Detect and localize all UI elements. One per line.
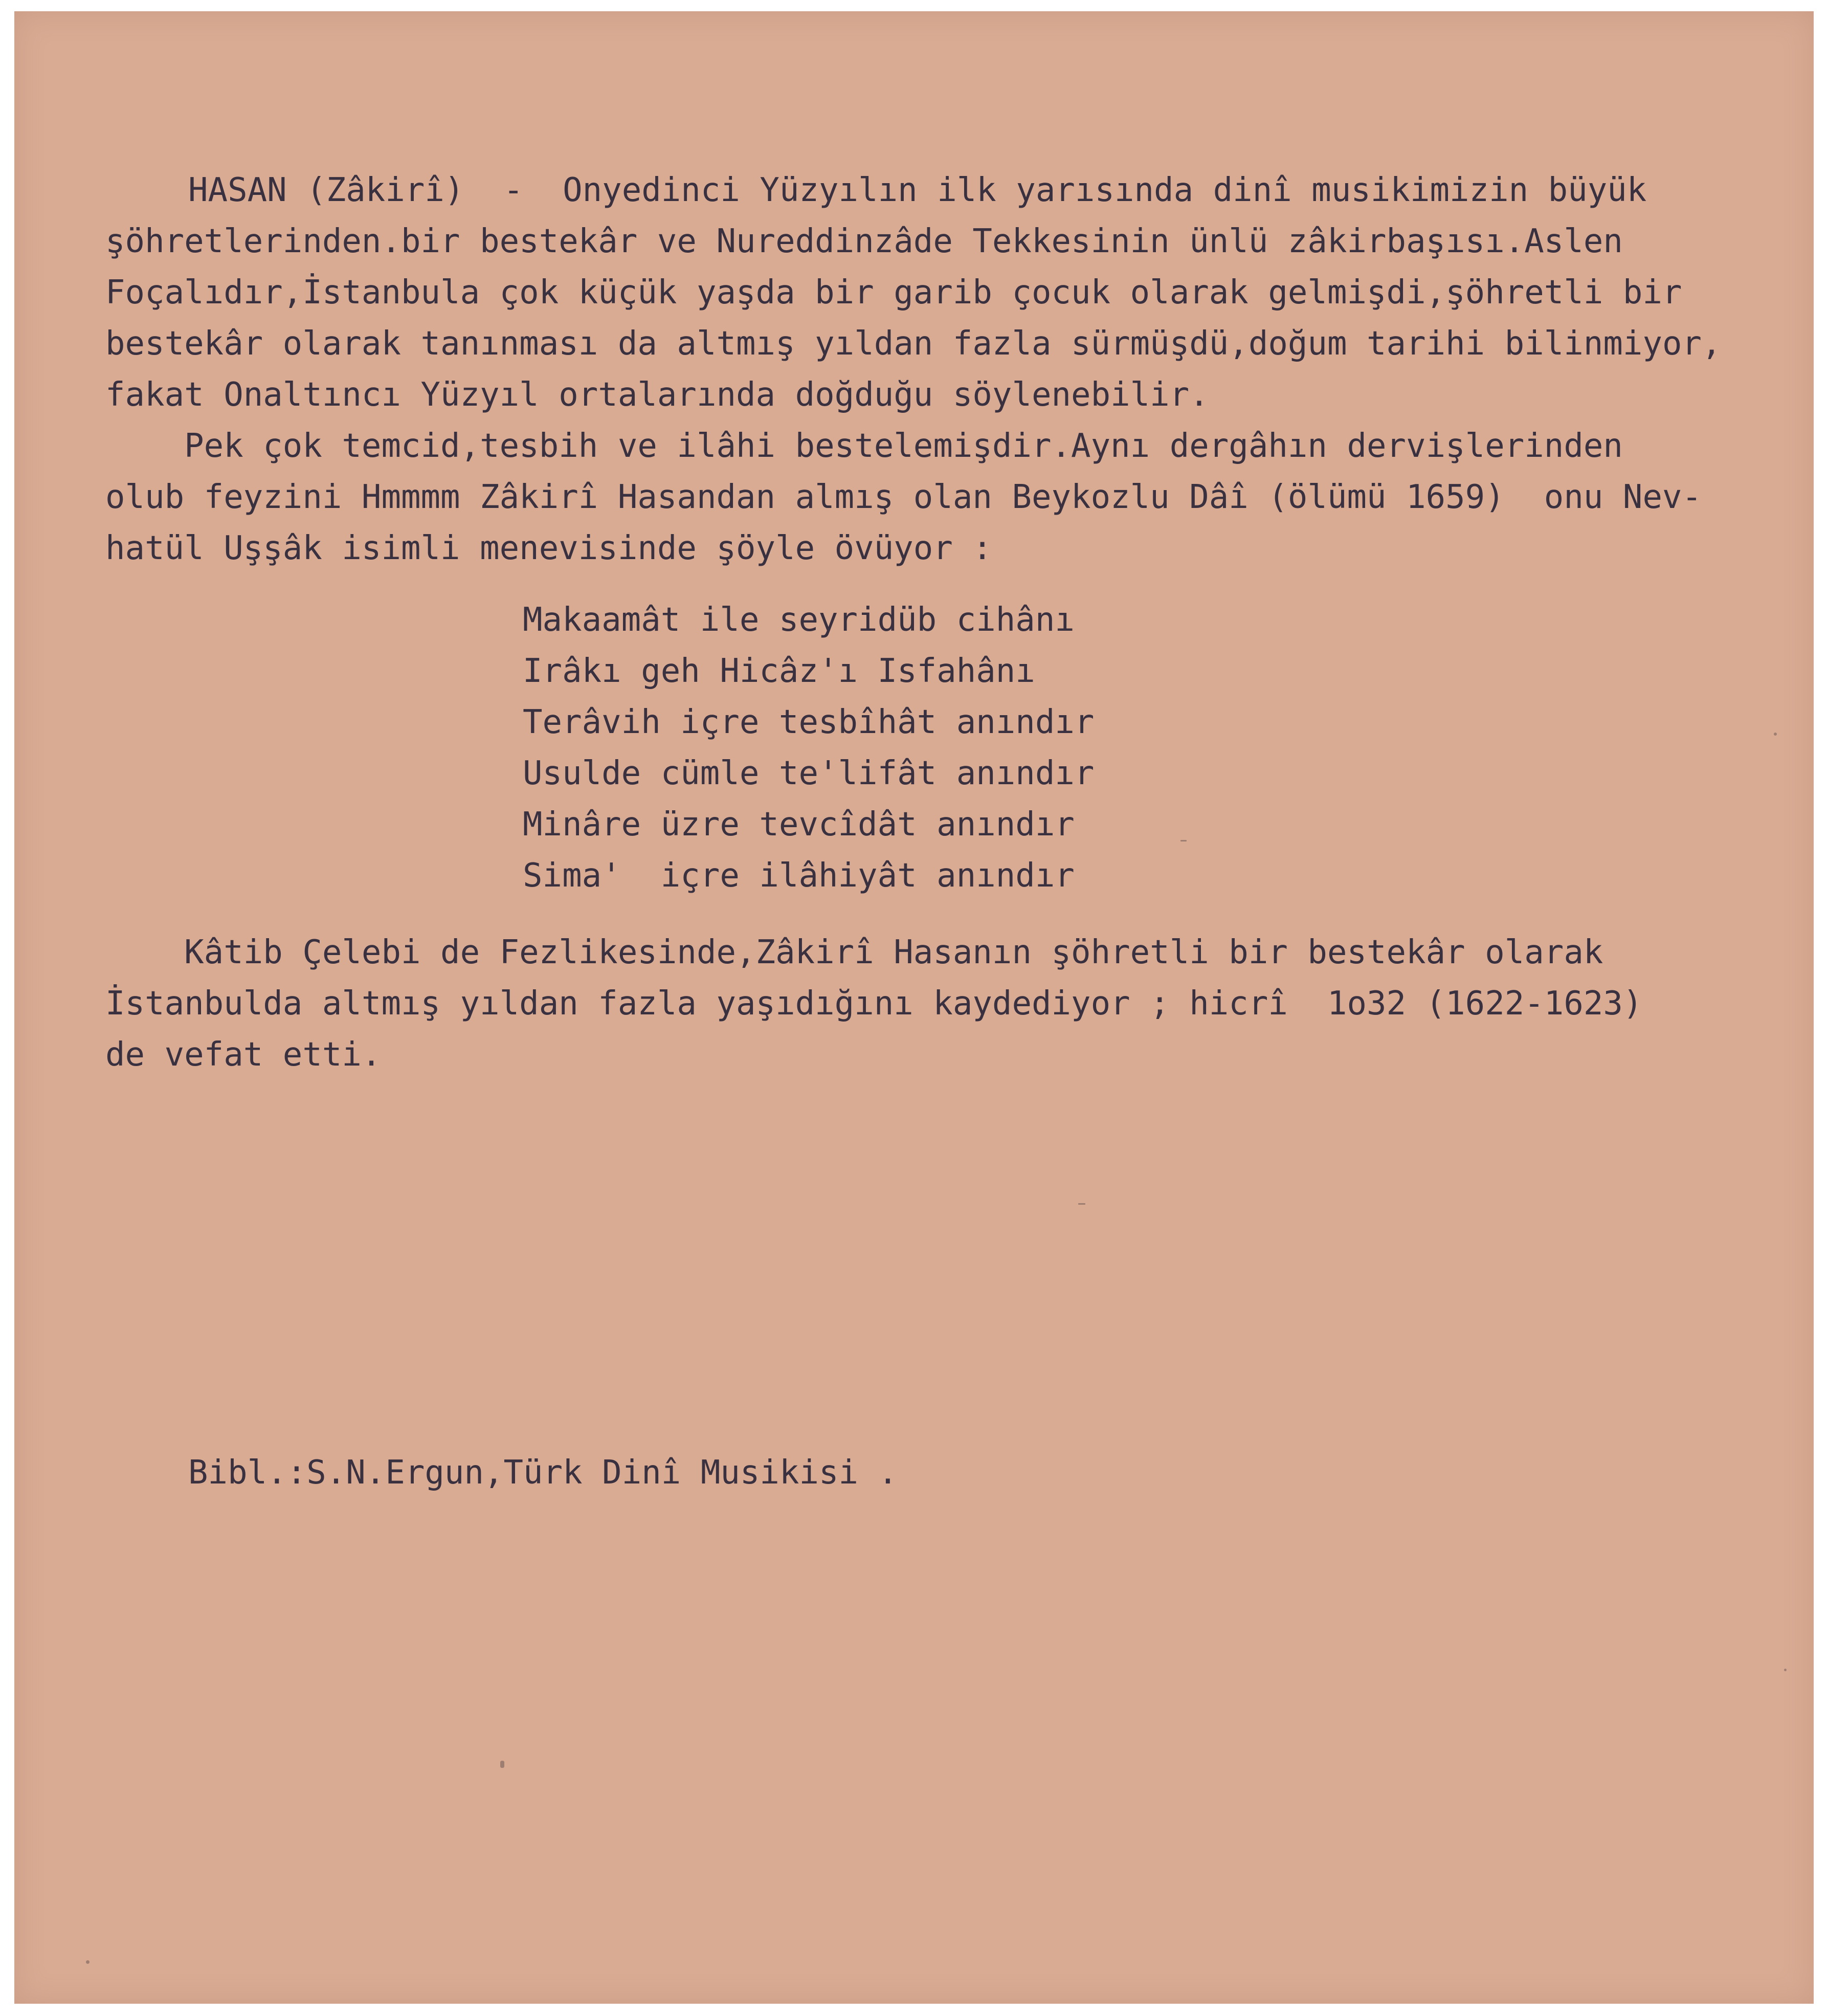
text-line: Pek çok temcid,tesbih ve ilâhi bestelemişdir.Aynı dergâhın dervişlerinden: [105, 427, 1623, 465]
text-line: şöhretlerinden.bir bestekâr ve Nureddinzâde Tekkesinin ünlü zâkirbaşısı.Aslen: [105, 223, 1623, 260]
paper-speck: [1774, 733, 1777, 736]
text-line: İstanbulda altmış yıldan fazla yaşıdığını kaydediyor ; hicrî 1o32 (1622-1623): [105, 985, 1643, 1023]
paper-speck: [500, 1761, 504, 1768]
text-line: de vefat etti.: [105, 1036, 382, 1074]
poem-line: Terâvih içre tesbîhât anındır: [523, 703, 1095, 741]
text-line: fakat Onaltıncı Yüzyıl ortalarında doğduğu söylenebilir.: [105, 376, 1209, 414]
paper-speck: [1078, 1203, 1085, 1205]
text-line: hatül Uşşâk isimli menevisinde şöyle övüyor :: [105, 529, 992, 567]
bibliography: Bibl.:S.N.Ergun,Türk Dinî Musikisi .: [188, 1454, 898, 1492]
text-line: olub feyzini Hmmmm Zâkirî Hasandan almış olan Beykozlu Dâî (ölümü 1659) onu Nev-: [105, 478, 1702, 516]
text-line: Foçalıdır,İstanbula çok küçük yaşda bir garib çocuk olarak gelmişdi,şöhretli bir: [105, 274, 1682, 312]
paragraph-intro: [105, 165, 1722, 420]
poem-line: Makaamât ile seyridüb cihânı: [523, 601, 1075, 639]
text-line: bestekâr olarak tanınması da altmış yıldan fazla sürmüşdü,doğum tarihi bilinmiyor,: [105, 325, 1722, 363]
paragraph-katib-celebi: [105, 927, 1642, 1080]
text-line: Kâtib Çelebi de Fezlikesinde,Zâkirî Hasanın şöhretli bir bestekâr olarak: [105, 934, 1603, 971]
paper-speck: [1180, 840, 1187, 841]
poem-line: Irâkı geh Hicâz'ı Isfahânı: [523, 652, 1035, 690]
poem-line: Sima' içre ilâhiyât anındır: [523, 857, 1075, 895]
paper-speck: [1784, 1669, 1787, 1671]
poem-block: [523, 594, 1094, 901]
poem-line: Usulde cümle te'lifât anındır: [523, 755, 1095, 792]
poem-line: Minâre üzre tevcîdât anındır: [523, 806, 1075, 844]
text-line: HASAN (Zâkirî) - Onyedinci Yüzyılın ilk yarısında dinî musikimizin büyük: [188, 171, 1647, 209]
paragraph-compositions: [105, 420, 1702, 574]
paper-speck: [86, 1960, 90, 1964]
paper-sheet: [14, 11, 1814, 2004]
